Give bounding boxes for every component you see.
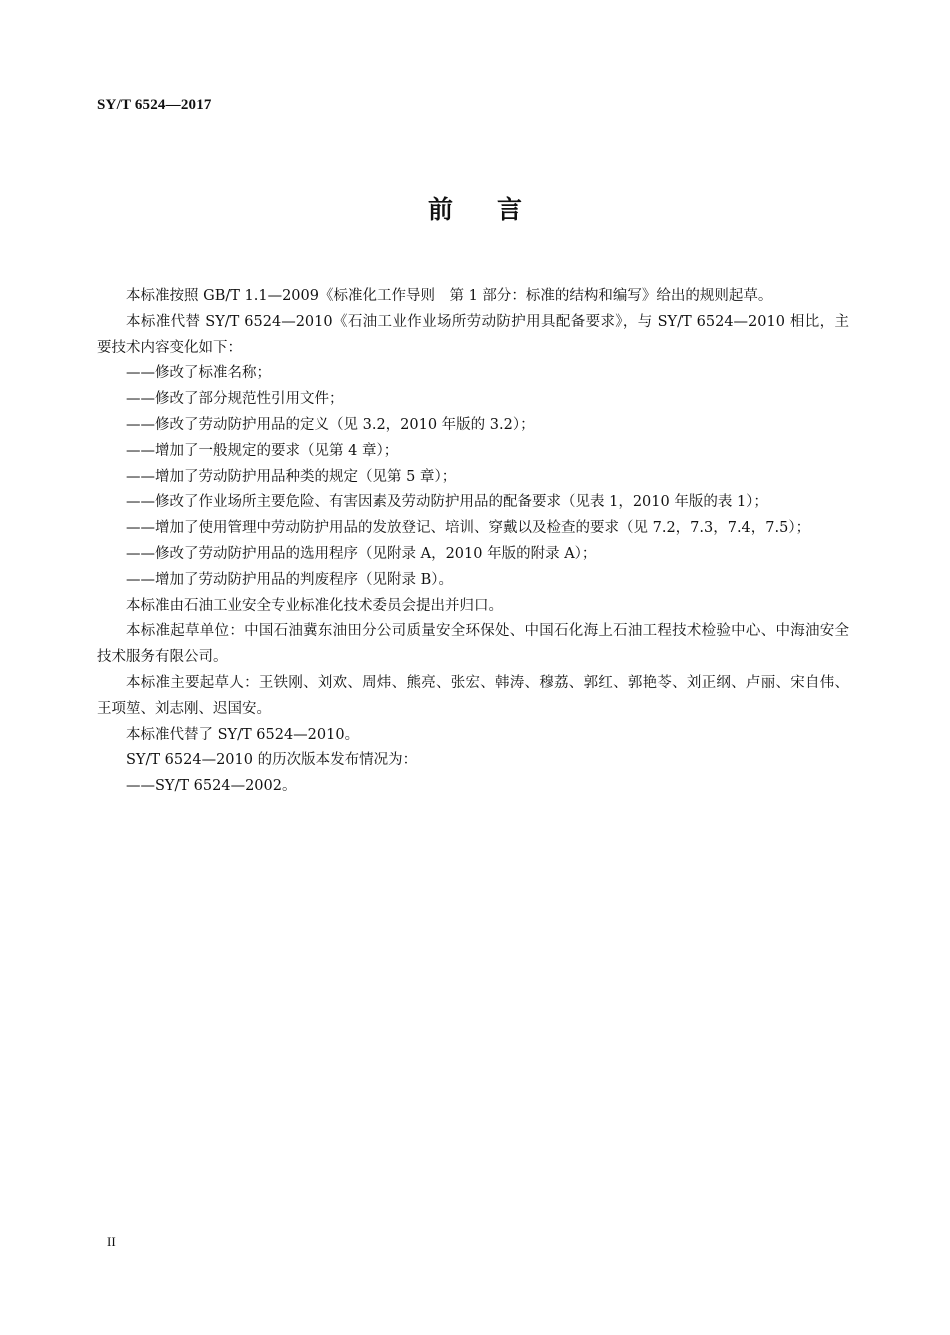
paragraph-replaces: 本标准代替 SY/T 6524—2010《石油工业作业场所劳动防护用具配备要求》，与 SY/T 6524—2010 相比，主要技术内容变化如下： bbox=[97, 313, 849, 356]
paragraph-replaced-standard: 本标准代替了 SY/T 6524—2010。 bbox=[126, 726, 360, 743]
version-history-item: ——SY/T 6524—2002。 bbox=[126, 778, 297, 795]
page-number: II bbox=[107, 1234, 116, 1249]
paragraph-drafting-units: 本标准起草单位：中国石油冀东油田分公司质量安全环保处、中国石化海上石油工程技术检验中心、中海油安全技术服务有限公司。 bbox=[97, 623, 849, 666]
change-list-item: ——增加了劳动防护用品种类的规定（见第 5 章）； bbox=[126, 468, 457, 485]
change-list-item: ——修改了劳动防护用品的定义（见 3.2，2010 年版的 3.2）； bbox=[126, 416, 535, 433]
change-list-item: ——修改了部分规范性引用文件； bbox=[126, 391, 344, 408]
change-list-item: ——修改了劳动防护用品的选用程序（见附录 A，2010 年版的附录 A）； bbox=[126, 545, 597, 562]
paragraph-version-history: SY/T 6524—2010 的历次版本发布情况为： bbox=[126, 752, 418, 769]
paragraph-drafting-rules: 本标准按照 GB/T 1.1—2009《标准化工作导则 第 1 部分：标准的结构和编写》给出的规则起草。 bbox=[126, 288, 773, 304]
standard-code: SY/T 6524—2017 bbox=[97, 97, 212, 113]
paragraph-proposed-by: 本标准由石油工业安全专业标准化技术委员会提出并归口。 bbox=[126, 597, 503, 614]
change-list-item: ——增加了劳动防护用品的判废程序（见附录 B）。 bbox=[126, 571, 454, 588]
change-list-item: ——增加了使用管理中劳动防护用品的发放登记、培训、穿戴以及检查的要求（见 7.2，7.3，7.4，7.5）； bbox=[126, 520, 811, 537]
foreword-body bbox=[97, 284, 849, 800]
paragraph-drafters: 本标准主要起草人：王铁刚、刘欢、周炜、熊亮、张宏、韩涛、穆荔、郭红、郭艳苓、刘正纲、卢丽、宋自伟、王项堃、刘志刚、迟国安。 bbox=[97, 674, 849, 717]
change-list-item: ——修改了标准名称； bbox=[126, 365, 271, 382]
page-title: 前言 bbox=[427, 195, 566, 224]
change-list-item: ——修改了作业场所主要危险、有害因素及劳动防护用品的配备要求（见表 1，2010 年版的表 1）； bbox=[126, 494, 768, 511]
change-list-item: ——增加了一般规定的要求（见第 4 章）； bbox=[126, 442, 399, 459]
